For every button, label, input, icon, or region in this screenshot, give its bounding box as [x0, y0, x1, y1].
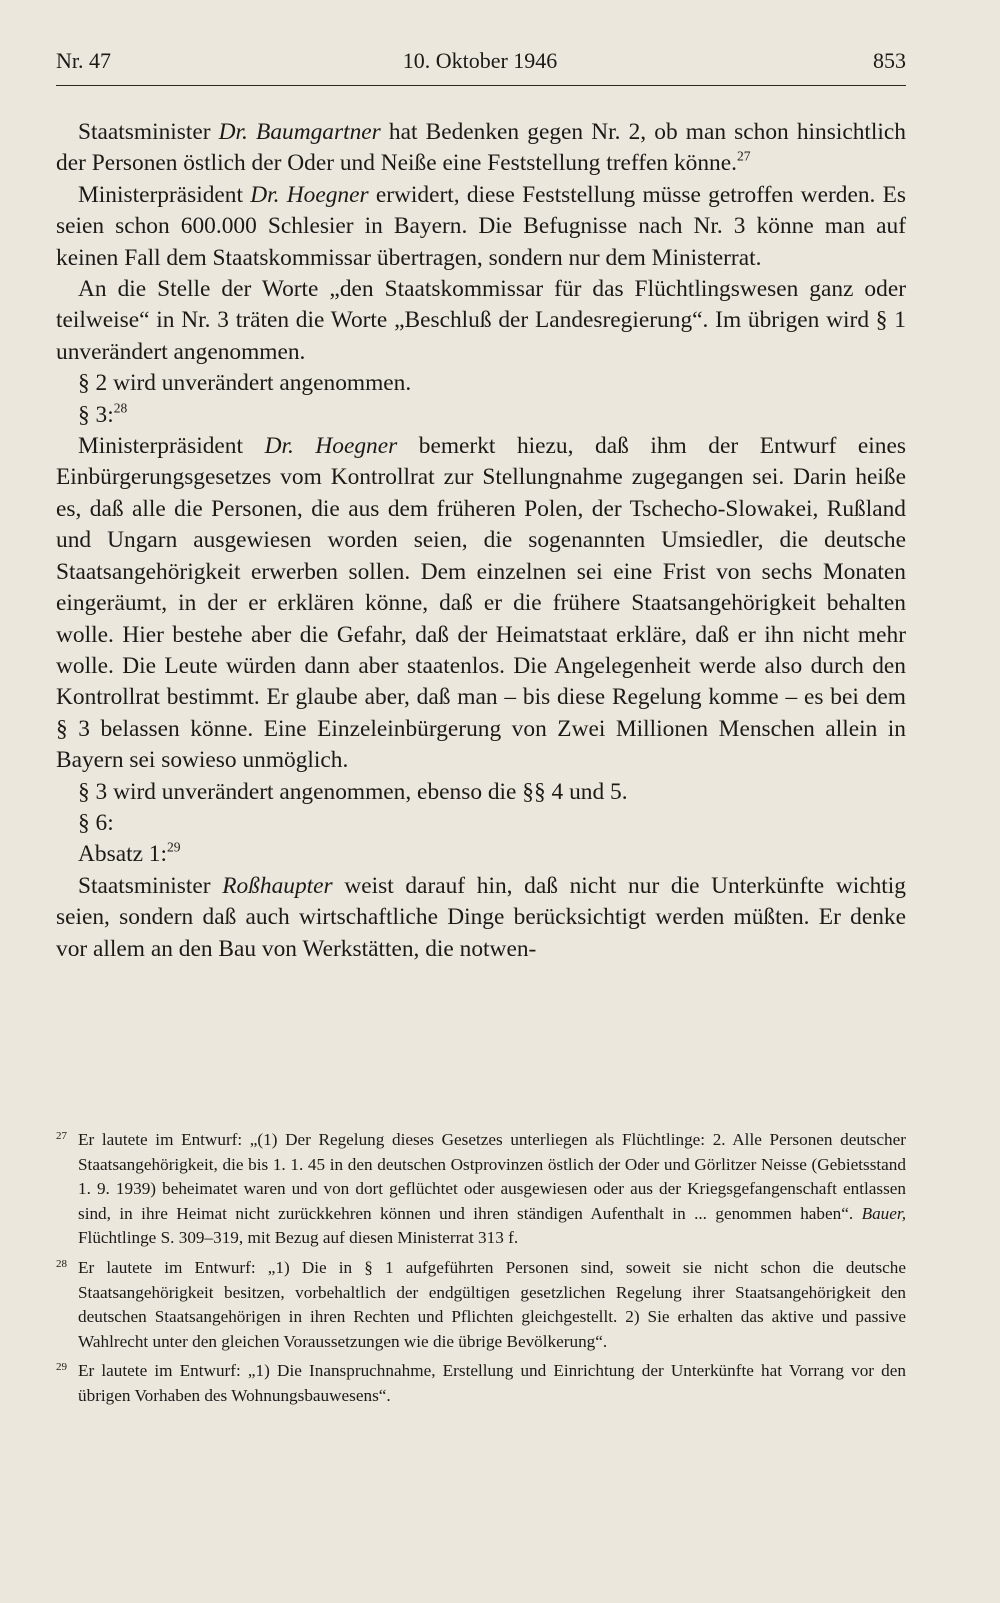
footnote: 27 Er lautete im Entwurf: „(1) Der Regelung dieses Gesetzes unterliegen als Flüchtlinge: 2. Alle Personen deutscher Staatsangehörigkeit, die bis 1. 1. 45 in den deutschen Ostprovinzen östlich der Oder und Görlitzer Neisse (Gebietsstand 1. 9. 1939) beheimatet waren und von dort geflüchtet oder ausgewiesen oder aus der Kriegsgefangenschaft entlassen sind, in ihre Heimat nicht zurückkehren können und ihren ständigen Aufenthalt in ... genommen haben“. Bauer, Flüchtlinge S. 309–319, mit Bezug auf diesen Ministerrat 313 f. [56, 1128, 906, 1251]
body-text [56, 117, 906, 965]
footnote-ref: 29 [167, 839, 181, 855]
footnote-number: 27 [56, 1130, 67, 1142]
footnote-ref: 28 [113, 400, 128, 416]
footnote-ref: 27 [736, 148, 751, 164]
issue-number: Nr. 47 [56, 48, 111, 73]
paragraph: An die Stelle der Worte „den Staatskommissar für das Flüchtlingswesen ganz oder teilweise“ in Nr. 3 träten die Worte „Beschluß der Landesregierung“. Im übrigen wird § 1 unverändert angenommen. [56, 276, 906, 365]
paragraph: Ministerpräsident Dr. Hoegner erwidert, diese Feststellung müsse getroffen werden. Es seien schon 600.000 Schlesier in Bayern. Die Befugnisse nach Nr. 3 könne man auf keinen Fall dem Staatskommissar übertragen, sondern nur dem Ministerrat. [56, 181, 906, 271]
section-heading: Absatz 1:$^{29}$ [78, 839, 181, 868]
person-name: Dr. Hoegner [250, 181, 369, 208]
section-heading: § 6: [78, 809, 114, 836]
footnote: 28 Er lautete im Entwurf: „1) Die in § 1 aufgeführten Personen sind, soweit sie nicht schon die deutsche Staatsangehörigkeit besitzen, vorbehaltlich der endgültigen gesetzlichen Regelung ihrer Staatsangehörigkeit den deutschen Staatsangehörigen in ihren Rechten und Pflichten gleichgestellt. 2) Sie erhalten das aktive und passive Wahlrecht unter den gleichen Voraussetzungen wie die übrige Bevölkerung“. [56, 1256, 906, 1354]
author-name: Bauer, [861, 1203, 906, 1223]
paragraph: Staatsminister Dr. Baumgartner hat Bedenken gegen Nr. 2, ob man schon hinsichtlich der Personen östlich der Oder und Neiße eine Feststellung treffen könne.$^{27}$ [56, 119, 906, 177]
page-number: 853 [873, 48, 906, 73]
paragraph: § 2 wird unverändert angenommen. [78, 370, 412, 397]
header-rule [56, 85, 906, 86]
paragraph: Staatsminister Roßhaupter weist darauf hin, daß nicht nur die Unterkünfte wichtig seien, sondern daß auch wirtschaftliche Dinge berücksichtigt werden müßten. Er denke vor allem an den Bau von Werkstätten, die notwen- [56, 872, 906, 962]
footnote: 29 Er lautete im Entwurf: „1) Die Inanspruchnahme, Erstellung und Einrichtung der Unterkünfte hat Vorrang vor den übrigen Vorhaben des Wohnungsbauwesens“. [56, 1359, 906, 1408]
paragraph: Ministerpräsident Dr. Hoegner bemerkt hiezu, daß ihm der Entwurf eines Einbürgerungsgesetzes vom Kontrollrat zur Stellungnahme zugegangen sei. Darin heiße es, daß alle die Personen, die aus dem früheren Polen, der Tschecho-Slowakei, Rußland und Ungarn ausgewiesen worden seien, die sogenannten Umsiedler, die deutsche Staatsangehörigkeit erwerben sollen. Dem einzelnen sei eine Frist von sechs Monaten eingeräumt, in der er erklären könne, daß er die frühere Staatsangehörigkeit behalten wolle. Hier bestehe aber die Gefahr, daß der Heimatstaat erkläre, daß er ihn nicht mehr wolle. Die Leute würden dann aber staatenlos. Die Angelegenheit werde also durch den Kontrollrat bestimmt. Er glaube aber, daß man – bis diese Regelung komme – es bei dem § 3 belassen könne. Eine Einzeleinbürgerung von Zwei Millionen Menschen allein in Bayern sei sowieso unmöglich. [56, 433, 906, 774]
footnote-number: 29 [56, 1361, 67, 1374]
section-heading: § 3:$^{28}$ [78, 400, 128, 428]
footnotes [56, 1128, 906, 1414]
issue-date: 10. Oktober 1946 [402, 48, 558, 73]
person-name: Roßhaupter [222, 872, 333, 899]
running-head [54, 48, 906, 78]
paragraph: § 3 wird unverändert angenommen, ebenso die §§ 4 und 5. [78, 778, 628, 805]
person-name: Dr. Hoegner [264, 433, 398, 460]
footnote-number: 28 [56, 1257, 67, 1270]
person-name: Dr. Baumgartner [218, 119, 381, 145]
